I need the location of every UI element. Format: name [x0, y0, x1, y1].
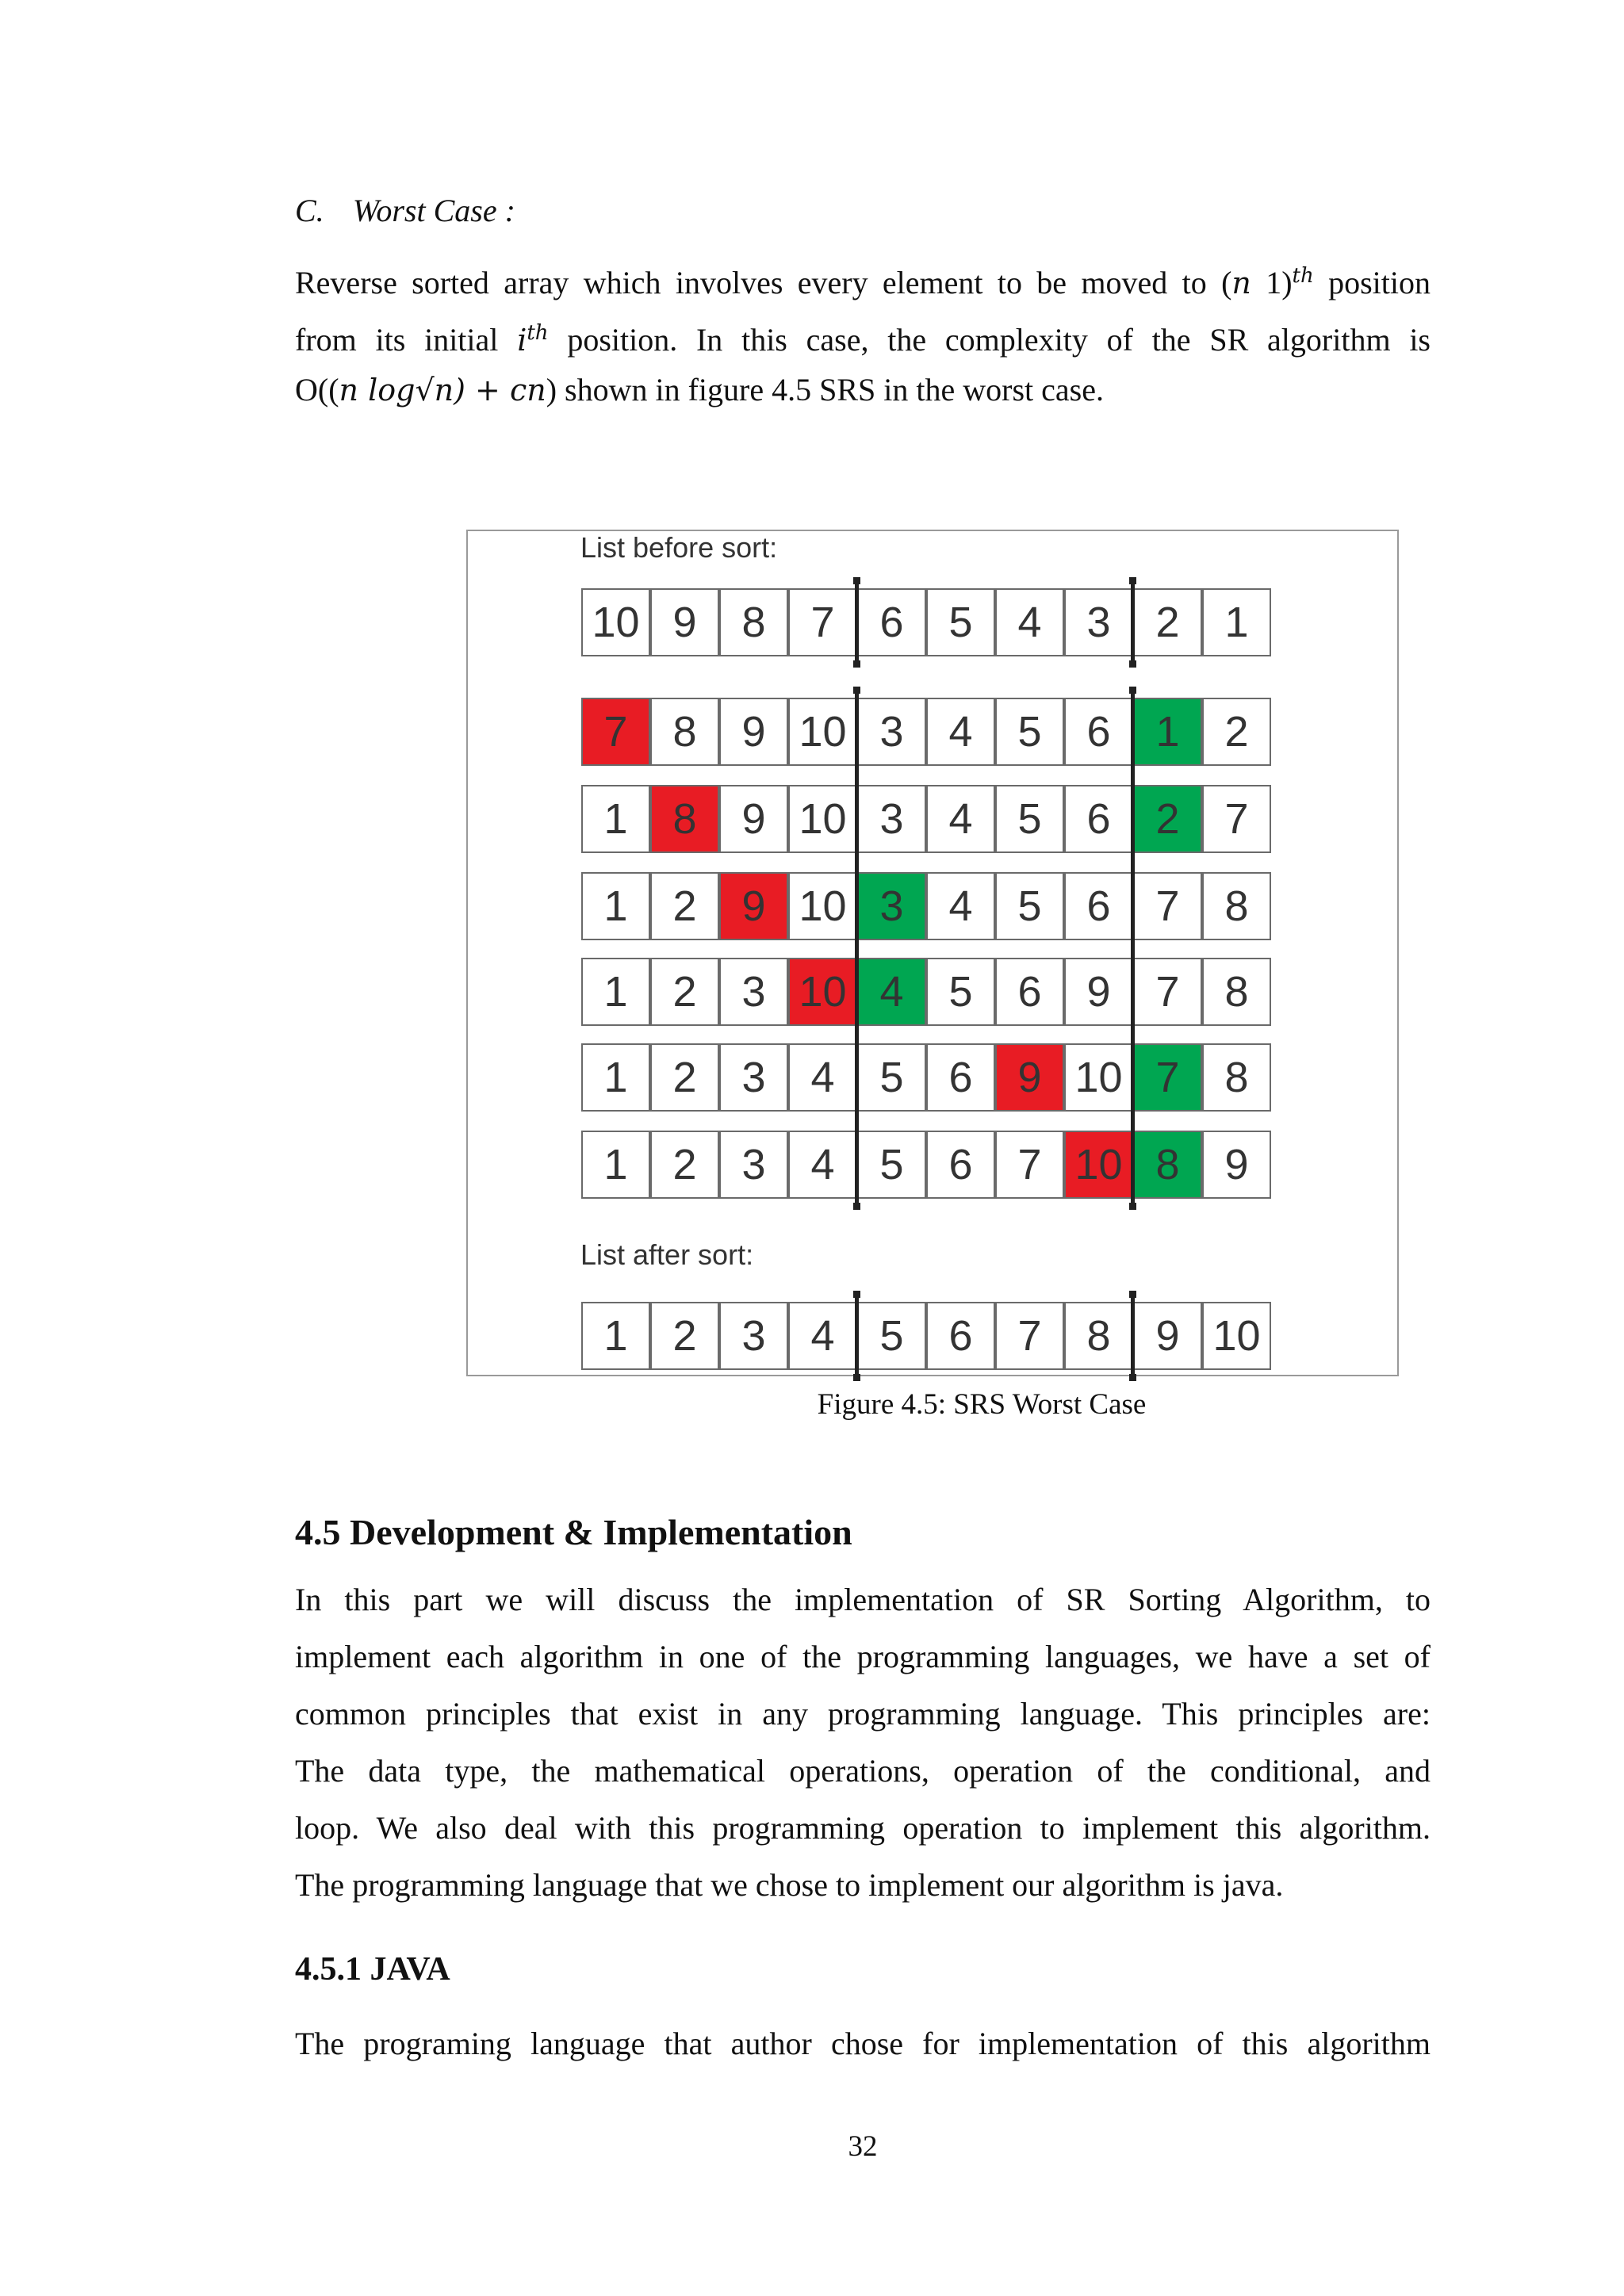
array-cell: 5 — [857, 1131, 926, 1199]
partition-divider — [855, 580, 859, 664]
array-cell: 8 — [1133, 1131, 1202, 1199]
array-cell: 2 — [650, 1043, 719, 1112]
java-line: The programing language that author chose for implementation of this algorithm — [295, 2026, 1431, 2061]
array-cell: 1 — [581, 1131, 650, 1199]
array-cell: 3 — [719, 958, 788, 1026]
array-cell: 6 — [1064, 698, 1133, 766]
figure-srs-worst-case — [466, 530, 1399, 1376]
array-cell: 6 — [1064, 785, 1133, 853]
subsection-title: Worst Case : — [352, 193, 515, 228]
row-before-sort — [581, 588, 1271, 656]
array-cell: 10 — [1064, 1131, 1133, 1199]
array-cell: 4 — [788, 1043, 857, 1112]
partition-divider — [1131, 580, 1135, 664]
array-cell: 6 — [926, 1131, 995, 1199]
array-cell: 2 — [1133, 785, 1202, 853]
array-cell: 1 — [581, 785, 650, 853]
array-cell: 10 — [1064, 1043, 1133, 1112]
array-cell: 8 — [719, 588, 788, 656]
array-cell: 7 — [1133, 958, 1202, 1026]
array-cell: 5 — [926, 958, 995, 1026]
array-cell: 9 — [1064, 958, 1133, 1026]
row-sort-step — [581, 1131, 1271, 1199]
array-cell: 9 — [1133, 1302, 1202, 1370]
row-sort-step — [581, 1043, 1271, 1112]
row-sort-step — [581, 872, 1271, 940]
array-cell: 7 — [1133, 1043, 1202, 1112]
array-cell: 9 — [995, 1043, 1064, 1112]
array-cell: 7 — [1202, 785, 1271, 853]
array-cell: 6 — [926, 1302, 995, 1370]
array-cell: 4 — [788, 1131, 857, 1199]
row-after-sort — [581, 1302, 1271, 1370]
array-cell: 5 — [995, 698, 1064, 766]
subsection-letter: C. — [295, 193, 324, 228]
section-line: The data type, the mathematical operations, operation of the conditional, and — [295, 1753, 1431, 1789]
array-cell: 10 — [788, 698, 857, 766]
partition-divider — [1131, 690, 1135, 1207]
array-cell: 5 — [857, 1043, 926, 1112]
page-number: 32 — [848, 2130, 878, 2163]
array-cell: 2 — [1133, 588, 1202, 656]
array-cell: 4 — [995, 588, 1064, 656]
array-cell: 2 — [650, 872, 719, 940]
array-cell: 3 — [857, 785, 926, 853]
array-cell: 6 — [857, 588, 926, 656]
array-cell: 10 — [788, 872, 857, 940]
partition-divider — [1131, 1294, 1135, 1378]
array-cell: 8 — [1064, 1302, 1133, 1370]
section-line: In this part we will discuss the implementation of SR Sorting Algorithm, to — [295, 1582, 1431, 1617]
array-cell: 8 — [1202, 1043, 1271, 1112]
array-cell: 1 — [581, 958, 650, 1026]
array-cell: 4 — [926, 872, 995, 940]
subsection-title-worst-case — [295, 192, 515, 229]
partition-divider — [855, 690, 859, 1207]
partition-divider — [855, 1294, 859, 1378]
array-cell: 9 — [1202, 1131, 1271, 1199]
array-cell: 6 — [926, 1043, 995, 1112]
array-cell: 1 — [1202, 588, 1271, 656]
array-cell: 9 — [719, 872, 788, 940]
array-cell: 3 — [719, 1302, 788, 1370]
array-cell: 5 — [857, 1302, 926, 1370]
array-cell: 2 — [1202, 698, 1271, 766]
array-cell: 2 — [650, 1131, 719, 1199]
array-cell: 10 — [1202, 1302, 1271, 1370]
array-cell: 3 — [857, 698, 926, 766]
array-cell: 4 — [857, 958, 926, 1026]
array-cell: 4 — [788, 1302, 857, 1370]
array-cell: 7 — [995, 1131, 1064, 1199]
section-paragraph — [295, 1571, 1431, 1914]
array-cell: 4 — [926, 785, 995, 853]
array-cell: 1 — [581, 1302, 650, 1370]
array-cell: 9 — [719, 785, 788, 853]
worst-case-line-1: Reverse sorted array which involves every element to be moved to (n 1)$^{th}$ position — [295, 264, 1431, 300]
array-cell: 6 — [1064, 872, 1133, 940]
figure-caption: Figure 4.5: SRS Worst Case — [817, 1388, 1147, 1421]
array-cell: 7 — [995, 1302, 1064, 1370]
array-cell: 2 — [650, 958, 719, 1026]
row-sort-step — [581, 785, 1271, 853]
section-line: The programming language that we chose to implement our algorithm is java. — [295, 1867, 1284, 1903]
section-line: common principles that exist in any programming language. This principles are: — [295, 1696, 1431, 1732]
array-cell: 5 — [926, 588, 995, 656]
array-cell: 3 — [719, 1131, 788, 1199]
array-cell: 1 — [581, 1043, 650, 1112]
array-cell: 1 — [1133, 698, 1202, 766]
array-cell: 8 — [650, 698, 719, 766]
worst-case-line-3: O((n log√n) + cn) shown in figure 4.5 SRS in the worst case. — [295, 372, 1104, 408]
array-cell: 9 — [719, 698, 788, 766]
section-heading: 4.5 Development & Implementation — [295, 1512, 852, 1552]
array-cell: 8 — [1202, 872, 1271, 940]
worst-case-line-2: from its initial $i^{th}$ position. In this case, the complexity of the SR algorithm is — [295, 321, 1431, 358]
array-cell: 9 — [650, 588, 719, 656]
array-cell: 10 — [788, 958, 857, 1026]
worst-case-paragraph — [295, 247, 1431, 419]
row-sort-step — [581, 958, 1271, 1026]
array-cell: 5 — [995, 785, 1064, 853]
array-cell: 1 — [581, 872, 650, 940]
array-cell: 8 — [1202, 958, 1271, 1026]
array-cell: 2 — [650, 1302, 719, 1370]
label-list-before-sort: List before sort: — [580, 531, 778, 564]
array-cell: 7 — [581, 698, 650, 766]
java-paragraph — [295, 2015, 1431, 2072]
subsection-heading-java: 4.5.1 JAVA — [295, 1951, 450, 1988]
array-cell: 3 — [1064, 588, 1133, 656]
section-line: loop. We also deal with this programming operation to implement this algorithm. — [295, 1810, 1431, 1846]
array-cell: 7 — [788, 588, 857, 656]
array-cell: 10 — [581, 588, 650, 656]
label-list-after-sort: List after sort: — [580, 1238, 754, 1271]
array-cell: 10 — [788, 785, 857, 853]
array-cell: 5 — [995, 872, 1064, 940]
array-cell: 3 — [719, 1043, 788, 1112]
row-sort-step — [581, 698, 1271, 766]
array-cell: 6 — [995, 958, 1064, 1026]
array-cell: 4 — [926, 698, 995, 766]
array-cell: 8 — [650, 785, 719, 853]
section-line: implement each algorithm in one of the programming languages, we have a set of — [295, 1639, 1431, 1674]
array-cell: 3 — [857, 872, 926, 940]
array-cell: 7 — [1133, 872, 1202, 940]
